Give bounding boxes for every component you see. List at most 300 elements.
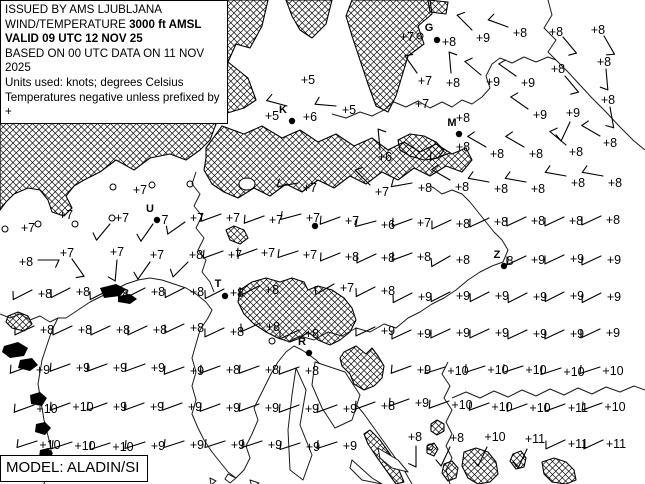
wind-barb [511,93,528,109]
temperature-label: +8 [548,25,564,39]
wind-barb [508,330,527,339]
wind-barb [431,256,450,267]
wind-barb [281,212,301,220]
barb-tick [449,52,457,55]
barb-staff [51,288,70,298]
barb-tick [511,93,518,97]
wind-barb [582,166,603,176]
wind-barb [124,402,144,410]
barb-staff [205,328,224,337]
barb-tick [137,234,141,241]
barb-staff [432,256,450,267]
station-dot [306,350,312,356]
wind-barb [582,293,601,303]
barb-staff [53,326,72,335]
temperature-label: +9 [569,327,585,341]
wind-barb [72,259,84,278]
barb-staff [91,326,110,335]
wind-barb [392,252,412,260]
wind-barb [392,218,412,226]
temperature-label: +7 [260,246,276,260]
calm-wind-circle [149,182,155,188]
temperature-label: +8 [75,285,91,299]
station-dot [222,293,228,299]
barb-tick [431,259,432,267]
units-line: Units used: knots; degrees Celsius [5,75,184,89]
wind-barb [51,288,70,298]
wind-barb [320,216,340,224]
temperature-label: +7 [58,208,74,222]
wind-barb [470,329,489,338]
station-letter: T [214,278,222,290]
temperature-label: +10 [36,402,58,416]
barb-staff [470,329,489,338]
barb-tick [50,363,51,371]
barb-staff [465,62,481,75]
wind-barb [108,260,117,281]
temperature-label: +9 [112,400,128,414]
barb-tick [244,215,245,223]
temperature-label: +10 [451,398,473,412]
barb-tick [170,269,173,277]
station-marker [146,203,160,223]
wind-barb [165,288,184,298]
barb-staff [429,401,449,408]
wind-barb [600,69,608,90]
wind-barb [488,14,508,27]
barb-staff [505,178,526,182]
barb-staff [508,330,527,339]
barb-tick [429,400,430,408]
barb-staff [162,403,182,410]
temperature-label: +8 [407,430,423,444]
barb-staff [355,402,375,409]
calm-wind-circle [269,338,275,344]
wind-barb [164,366,184,374]
barb-staff [141,224,153,241]
barb-staff [546,440,565,449]
temperature-label: +10 [72,400,94,414]
temperature-label: +8 [380,284,396,298]
barb-tick [315,97,319,104]
temperature-label: +9 [230,438,246,452]
temperature-label: +8 [570,176,586,190]
temperature-label: +10 [529,401,551,415]
lagoon-blob [2,342,28,358]
temperature-label: +10 [563,365,585,379]
temperature-label: +9 [532,327,548,341]
wind-barb [507,217,526,226]
wind-barb [50,363,70,371]
temperature-label: +7 [339,281,355,295]
temperature-label: +9 [532,108,548,122]
barb-staff [281,214,301,219]
temperature-label: +10 [74,439,96,453]
station-dot [434,37,440,43]
barb-staff [582,172,603,176]
temperature-label: +8 [528,147,544,161]
temperature-label: +9 [305,440,321,454]
island-outline [288,368,312,480]
wind-barb [357,254,376,263]
wind-barb [14,404,34,412]
level-line: WIND/TEMPERATURE 3000 ft AMSL [5,17,202,31]
wind-barb [93,224,110,240]
station-letter: Z [493,249,501,261]
station-dot [289,118,295,124]
temperature-label: +7 [109,245,125,259]
barb-tick [499,60,506,64]
temps-note-line: Temperatures negative unless prefixed by + [5,90,220,119]
temperature-label: +8 [445,76,461,90]
barb-tick [14,404,15,412]
temperature-label: +9 [606,253,622,267]
barb-staff [499,64,516,76]
barb-staff [392,253,412,260]
station-letter: M [447,117,457,129]
barb-staff [508,293,527,303]
coast-border-line [452,386,645,398]
barb-staff [392,219,412,226]
barb-staff [321,253,340,261]
temperature-label: +8 [380,251,396,265]
barb-tick [10,365,11,373]
temperature-label: +11 [605,437,627,451]
temperature-label: +8 [441,35,457,49]
temperature-label: +9 [342,439,358,453]
barb-staff [563,37,576,53]
barb-staff [115,260,117,281]
temperature-label: +9 [530,253,546,267]
barb-staff [506,137,524,148]
barb-staff [357,254,376,263]
barb-staff [545,217,564,226]
terrain-hole [239,178,255,190]
valid-line: VALID 09 UTC 12 NOV 25 [5,32,143,46]
barb-staff [511,97,528,109]
temperature-label: +7 [149,248,165,262]
temperature-label: +8 [264,363,280,377]
wind-barb [205,328,224,337]
temperature-label: +9 [532,290,548,304]
temperature-label: +8 [493,182,509,196]
temperature-label: +11 [567,401,589,415]
temperature-label: +7 [374,185,390,199]
barb-tick [166,226,167,234]
station-marker [215,278,229,299]
barb-staff [356,287,375,297]
temperature-label: +10 [487,363,509,377]
island-outline [350,460,382,484]
barb-tick [468,172,473,179]
barb-staff [545,255,564,264]
terrain-hatch-region [510,451,526,469]
temperature-label: +10 [39,438,61,452]
barb-tick [93,233,96,240]
wind-barb [134,262,150,279]
barb-staff [244,216,264,223]
island-outline [378,448,408,472]
barb-tick [550,128,557,131]
calm-wind-circle [110,184,116,190]
temperature-label: +8 [77,323,93,337]
temperature-label: +10 [604,400,626,414]
temperature-label: +9 [455,326,471,340]
barb-staff [545,172,566,176]
barb-staff [391,366,411,373]
temperature-label: +9 [189,364,205,378]
barb-staff [432,220,451,229]
temperature-label: +9 [267,438,283,452]
barb-staff [138,262,150,279]
station-marker [279,104,295,124]
barb-tick [569,53,577,55]
wind-barb [545,330,564,339]
barb-staff [201,214,221,221]
barb-tick [430,152,431,160]
temperature-label: +7 [59,246,75,260]
issued-by-line: ISSUED BY AMS LJUBLJANA [5,3,163,16]
wind-barb [356,287,375,297]
temperature-label: +8 [344,250,360,264]
wind-barb [200,403,220,411]
wind-barb [162,402,182,410]
temperature-label: +9 [417,290,433,304]
temperature-label: +9 [150,361,166,375]
wind-barb [431,329,450,338]
barb-tick [378,129,386,132]
barb-staff [205,289,224,299]
temperature-label: +8 [225,363,241,377]
terrain-hatch-region [542,458,576,484]
temperature-label: +8 [455,217,471,231]
temperature-label: +9 [416,327,432,341]
barb-tick [488,14,494,20]
barb-staff [278,251,298,257]
barb-tick [465,58,472,61]
barb-staff [604,36,615,54]
barb-staff [14,405,34,412]
temperature-label: +7 [227,248,243,262]
barb-tick [505,172,510,179]
barb-tick [315,287,316,295]
wind-barb [465,58,481,75]
temperature-label: +9 [606,290,622,304]
wind-barb [468,172,489,182]
barb-staff [565,76,578,92]
temperature-label: +10 [447,364,469,378]
temperature-label: +7 [189,211,205,225]
temperature-label: +9 [304,402,320,416]
barb-tick [134,272,138,279]
temperature-label: +9 [414,396,430,410]
temperature-label: +8 [512,26,528,40]
barb-staff [606,69,608,90]
temperature-label: +7 [302,248,318,262]
temperature-label: +8 [530,182,546,196]
barb-staff [545,292,564,302]
temperature-label: +9 [569,252,585,266]
terrain-hatch-region [226,226,248,244]
temperature-label: +7 [399,30,415,44]
temperature-label: +11 [524,432,546,446]
wind-barb [545,166,566,176]
station-letter: U [146,203,154,215]
temperature-label: +5 [300,73,316,87]
barb-tick [506,132,513,137]
temperature-label: +9 [225,401,241,415]
barb-tick [582,121,589,126]
barb-tick [436,460,441,466]
temperature-label: +8 [189,321,205,335]
wind-barb [205,440,225,448]
temperature-label: +7 [268,213,284,227]
barb-tick [320,216,321,224]
based-on-line: BASED ON 00 UTC DATA ON 11 NOV 2025 [5,46,205,75]
wind-barb [166,222,185,234]
wind-barb [201,213,221,221]
temperature-label: +8 [152,323,168,337]
barb-tick [267,94,272,100]
temperature-label: +8 [18,255,34,269]
barb-tick [205,440,206,448]
barb-staff [432,170,450,181]
barb-staff [545,330,564,339]
temperature-label: +8 [304,327,320,341]
temperature-label: +8 [530,214,546,228]
temperature-label: +7 [414,97,430,111]
terrain-hatch-region [346,0,432,112]
temperature-label: +8 [188,248,204,262]
barb-staff [173,262,188,277]
temperature-label: +9 [112,361,128,375]
temperature-label: +10 [112,440,134,454]
temperature-label: +8 [596,55,612,69]
temperature-label: +8 [493,215,509,229]
temperature-label: +7 [225,211,241,225]
barb-staff [320,217,340,224]
wind-barb [391,179,412,187]
wind-barb [315,97,336,106]
wind-barb [545,255,564,264]
barb-staff [468,137,486,148]
temperature-label: +8 [602,136,618,150]
temperature-label: +8 [605,213,621,227]
temperature-label: +8 [229,325,245,339]
barb-tick [76,276,84,277]
barb-staff [168,222,185,234]
barb-tick [391,365,392,373]
station-letter: G [424,22,434,34]
wind-barb [164,440,184,448]
barb-tick [56,260,59,267]
wind-barb [582,121,600,136]
temperature-label: +8 [189,285,205,299]
calm-wind-circle [35,221,41,227]
temperature-label: +8 [416,250,432,264]
temperature-label: +8 [150,285,166,299]
station-letter: R [298,336,306,348]
temperature-label: +7 [416,216,432,230]
barb-staff [561,122,570,141]
temperature-label: +9 [475,31,491,45]
temperature-label: +8 [380,399,396,413]
barb-tick [606,126,614,128]
station-dot [456,131,462,137]
barb-staff [393,293,412,303]
barb-tick [468,132,475,137]
temperature-label: +6 [302,110,318,124]
barb-tick [582,166,587,173]
wind-barb [582,216,601,225]
temperature-label: +7 [344,214,360,228]
barb-staff [165,288,184,298]
terrain-hatch-region [428,0,448,14]
wind-barb [545,217,564,226]
barb-staff [582,126,600,137]
temperature-label: +10 [602,364,624,378]
terrain-hatch-region [462,448,498,484]
temperature-label: +9 [455,289,471,303]
barb-tick [278,250,279,258]
temperature-label: +8 [115,323,131,337]
barb-staff [470,292,489,302]
barb-staff [203,251,223,258]
temperature-label: +8 [304,364,320,378]
wind-barb [393,293,412,303]
wind-barb [13,290,32,300]
wind-barb [278,250,298,258]
chart-info-box [0,0,228,124]
temperature-label: +8 [568,145,584,159]
temperature-label: +8 [590,23,606,37]
lagoon-blob [35,422,51,435]
temperature-label: +8 [39,323,55,337]
barb-tick [391,179,393,187]
wind-barb [244,215,264,223]
barb-staff [391,183,412,187]
wind-barb [125,363,145,371]
temperature-label: +7 [417,74,433,88]
temperature-label: +7 [302,181,318,195]
temperature-label: +9 [75,361,91,375]
temperature-label: +9 [187,400,203,414]
temperature-label: +9 [565,106,581,120]
barb-staff [125,364,145,371]
temperature-label: +8 [607,176,623,190]
temperature-label: +9 [569,289,585,303]
temperature-label: +8 [449,431,465,445]
barb-staff [315,104,336,106]
wind-barb [355,401,375,409]
temperature-label: 8 [506,254,514,268]
station-dot [154,217,160,223]
barb-staff [87,364,107,371]
temperature-label: +9 [342,402,358,416]
wind-barb [409,446,416,467]
wind-barb [565,76,578,94]
barb-staff [164,367,184,374]
wind-barb [563,37,576,55]
temperature-label: +9 [35,363,51,377]
temperature-label: +7 [305,211,321,225]
wind-barb [470,292,489,302]
barb-staff [124,403,144,410]
temperature-label: +8 [265,320,281,334]
wind-barb [606,107,614,128]
barb-staff [205,441,225,447]
temperature-label: +8 [568,214,584,228]
